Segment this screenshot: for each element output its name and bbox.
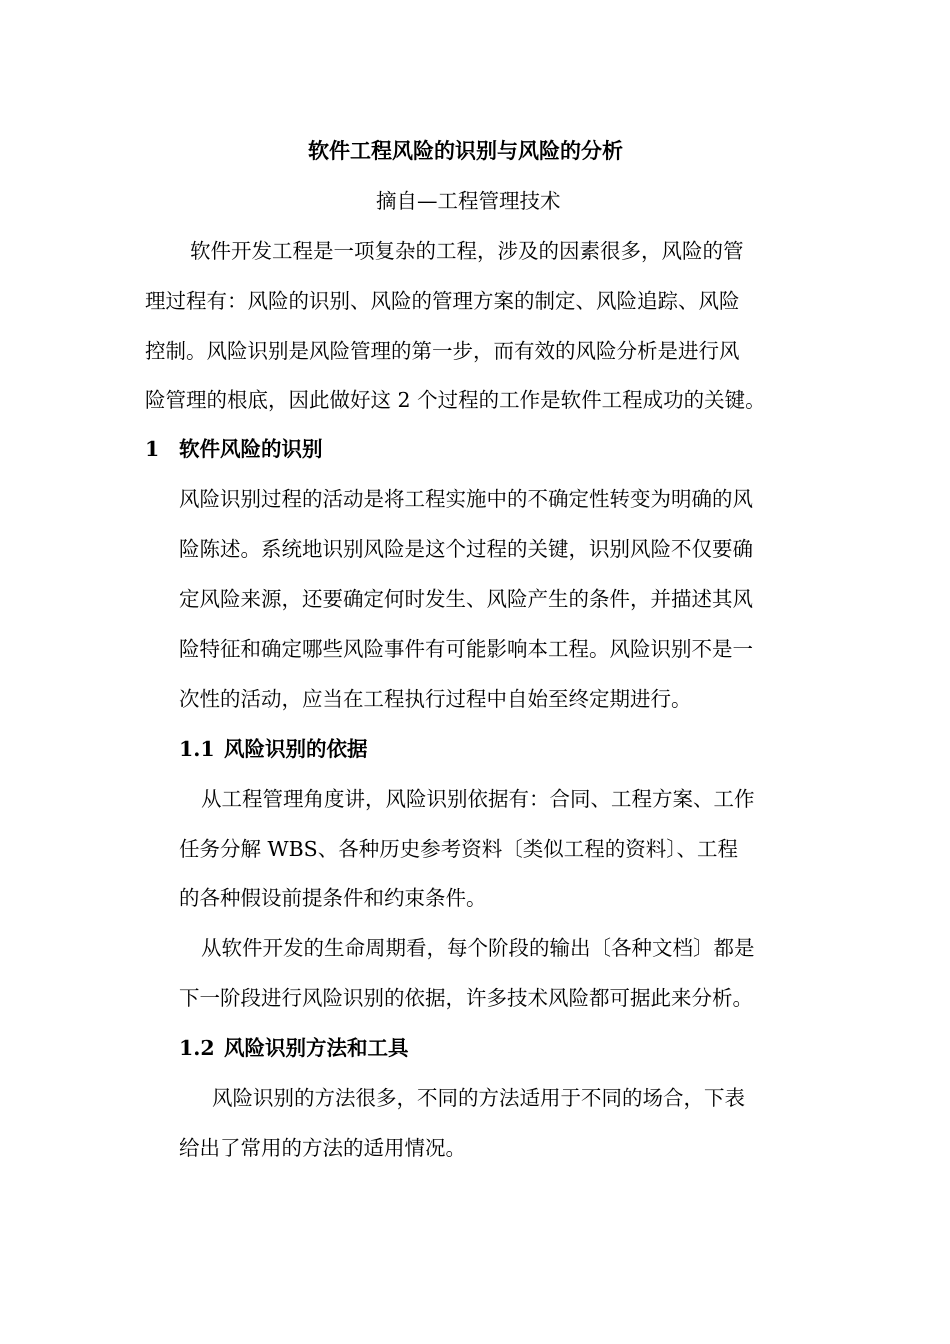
intro-line-4: 险管理的根底，因此做好这 2 个过程的工作是软件工程成功的关键。	[145, 388, 766, 412]
section-1-1-p2-line-1: 从软件开发的生命周期看，每个阶段的输出〔各种文档〕都是	[201, 936, 755, 960]
section-1-line-5: 次性的活动，应当在工程执行过程中自始至终定期进行。	[179, 687, 692, 711]
section-1-1-heading: 风险识别的依据	[224, 737, 368, 761]
section-1-heading: 软件风险的识别	[179, 437, 323, 461]
section-1-line-2: 险陈述。系统地识别风险是这个过程的关键，识别风险不仅要确	[179, 537, 753, 561]
intro-line-1: 软件开发工程是一项复杂的工程，涉及的因素很多，风险的管	[190, 239, 744, 263]
section-1-line-1: 风险识别过程的活动是将工程实施中的不确定性转变为明确的风	[179, 487, 753, 511]
document-subtitle: 摘自—工程管理技术	[376, 189, 561, 213]
section-1-2-heading: 风险识别方法和工具	[224, 1036, 409, 1060]
section-1-2-line-2: 给出了常用的方法的适用情况。	[179, 1136, 466, 1160]
intro-line-2: 理过程有：风险的识别、风险的管理方案的制定、风险追踪、风险	[145, 289, 740, 313]
section-1-2-line-1: 风险识别的方法很多，不同的方法适用于不同的场合，下表	[212, 1086, 745, 1110]
section-1-1-p1-line-3: 的各种假设前提条件和约束条件。	[179, 886, 487, 910]
section-1-1-p2-line-2: 下一阶段进行风险识别的依据，许多技术风险都可据此来分析。	[179, 986, 753, 1010]
document-title: 软件工程风险的识别与风险的分析	[308, 138, 623, 163]
section-1-number: 1	[145, 437, 160, 461]
section-1-1-p1-line-2: 任务分解 WBS、各种历史参考资料〔类似工程的资料〕、工程	[179, 837, 738, 861]
section-1-2-number: 1.2	[179, 1036, 215, 1060]
section-1-1-p1-line-1: 从工程管理角度讲，风险识别依据有：合同、工程方案、工作	[201, 787, 755, 811]
section-1-line-4: 险特征和确定哪些风险事件有可能影响本工程。风险识别不是一	[179, 637, 753, 661]
section-1-line-3: 定风险来源，还要确定何时发生、风险产生的条件，并描述其风	[179, 587, 753, 611]
section-1-1-number: 1.1	[179, 737, 215, 761]
intro-line-3: 控制。风险识别是风险管理的第一步，而有效的风险分析是进行风	[145, 339, 740, 363]
